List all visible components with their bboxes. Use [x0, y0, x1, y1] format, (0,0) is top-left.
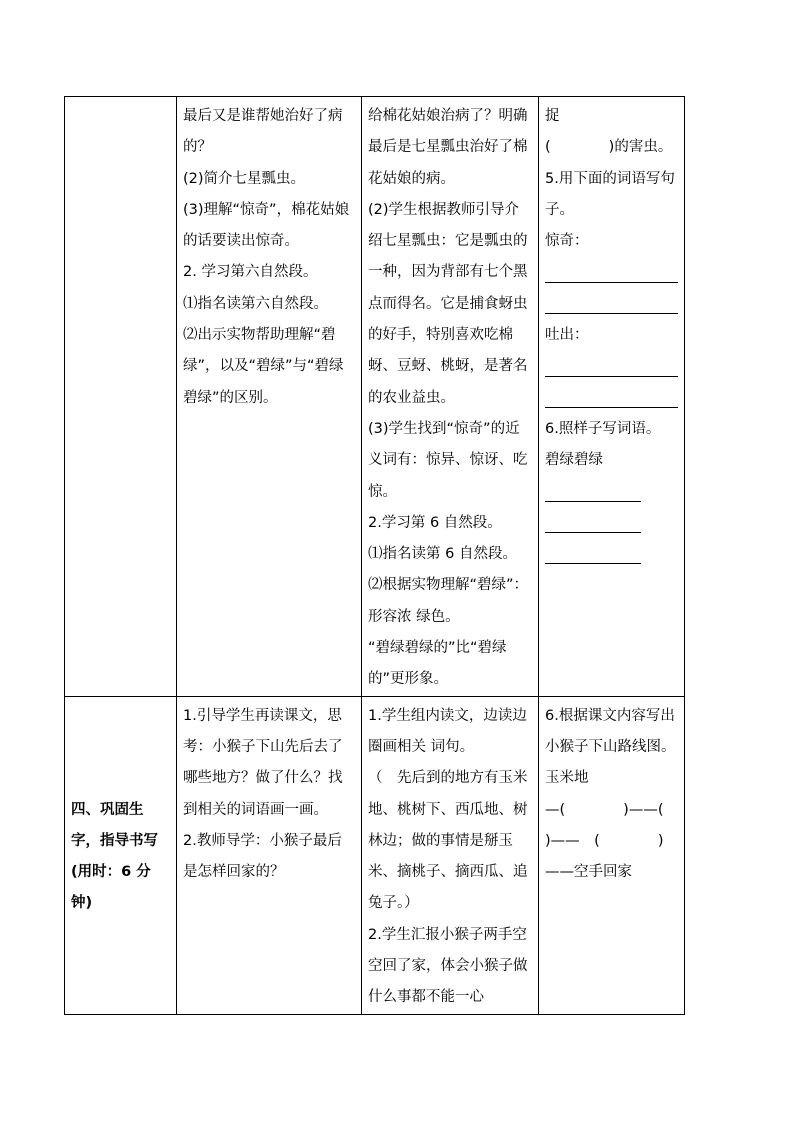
text-paragraph: 6.照样子写词语。	[545, 420, 661, 437]
text-paragraph: 2.教师导学：小猴子最后是怎样回家的？	[183, 832, 342, 881]
answer-blank[interactable]	[545, 351, 678, 382]
text-paragraph: ⑵根据实物理解“碧绿”：形容浓 绿色。	[368, 577, 529, 625]
text-paragraph: —( )——( )—— ( )	[545, 801, 722, 849]
text-paragraph: 1.学生组内读文，边读边圈画相关 词句。	[368, 707, 527, 755]
text-paragraph: 1.引导学生再读课文，思考：小猴子下山先后去了哪些地方？做了什么？找到相关的词语画一画。	[183, 707, 343, 818]
answer-blank[interactable]	[545, 257, 678, 288]
answer-blank[interactable]	[545, 289, 678, 320]
text-paragraph: 6.根据课文内容写出小猴子下山路线图。	[545, 707, 676, 755]
text-paragraph: 玉米地	[545, 770, 589, 787]
exercise-cell	[539, 97, 685, 697]
text-paragraph: 捉	[545, 108, 560, 124]
stage-cell: 四、巩固生字，指导书写(用时：6 分钟)	[65, 696, 177, 1014]
text-paragraph: (3)学生找到“惊奇”的近义词有：惊异、惊讶、吃惊。	[368, 420, 528, 500]
text-paragraph: “碧绿碧绿的”比“碧绿的”更形象。	[368, 640, 507, 688]
text-paragraph: ⑴指名读第 6 自然段。	[368, 546, 517, 563]
student-activity-cell	[362, 97, 539, 697]
text-paragraph: 给棉花姑娘治病了？明确最后是七星瓢虫治好了棉花姑娘的病。	[368, 108, 528, 187]
teacher-activity-cell	[177, 97, 362, 697]
text-paragraph: ( )的害虫。 5.用下面的词语写句子。	[545, 139, 680, 218]
table-row	[65, 97, 685, 697]
answer-blank[interactable]	[545, 383, 678, 414]
table-row	[65, 696, 685, 1014]
answer-blank[interactable]	[545, 477, 641, 508]
text-paragraph: （ 先后到的地方有玉米地、桃树下、西瓜地、树林边；做的事情是掰玉米、摘桃子、摘西瓜、追兔子。）	[368, 770, 528, 912]
text-paragraph: (3)理解“惊奇”，棉花姑娘的话要读出惊奇。	[183, 201, 350, 250]
text-paragraph: 最后又是谁帮她治好了病的？	[183, 108, 343, 156]
text-paragraph: 吐出：	[545, 327, 589, 344]
text-paragraph: 2. 学习第六自然段。	[183, 264, 318, 281]
text-paragraph: 2.学习第 6 自然段。	[368, 514, 502, 531]
text-paragraph: (2)简介七星瓢虫。	[183, 170, 306, 187]
text-paragraph: ⑵出示实物帮助理解“碧绿”，以及“碧绿”与“碧绿碧绿”的区别。	[183, 327, 344, 406]
exercise-cell	[539, 696, 722, 1014]
stage-cell	[65, 97, 177, 697]
text-paragraph: ——空手回家	[545, 864, 632, 881]
text-paragraph: 2.学生汇报小猴子两手空空回了家，体会小猴子做什么事都不能一心	[368, 926, 528, 1006]
text-paragraph: (2)学生根据教师引导介绍七星瓢虫：它是瓢虫的一种，因为背部有七个黑点而得名。它是捕食蚜虫的好手，特别喜欢吃棉蚜、豆蚜、桃蚜，是著名的农业益虫。	[368, 201, 528, 406]
text-paragraph: 惊奇：	[545, 233, 589, 250]
answer-blank[interactable]	[545, 539, 641, 570]
lesson-plan-table	[64, 96, 722, 1015]
teacher-activity-cell	[177, 696, 362, 1014]
answer-blank[interactable]	[545, 508, 641, 539]
text-paragraph: ⑴指名读第六自然段。	[183, 295, 328, 312]
text-paragraph: 碧绿碧绿	[545, 452, 603, 469]
student-activity-cell	[362, 696, 539, 1014]
